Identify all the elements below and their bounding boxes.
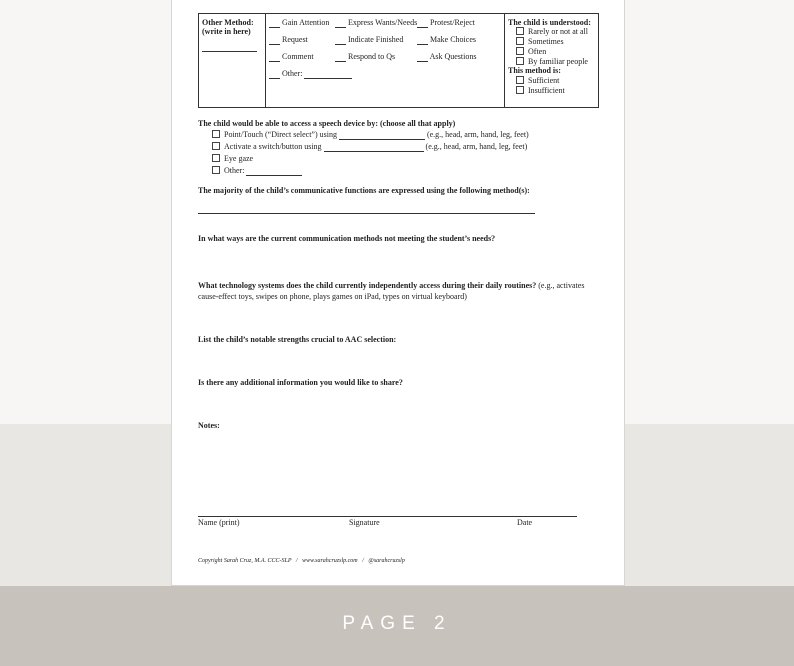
function-request[interactable]: Request <box>269 35 308 45</box>
checkbox-icon <box>212 130 220 138</box>
checkbox-icon <box>516 47 524 55</box>
footer-separator: / <box>362 558 364 564</box>
function-indicate-finished[interactable]: Indicate Finished <box>335 35 403 45</box>
function-protest-reject[interactable]: Protest/Reject <box>417 18 475 28</box>
function-make-choices[interactable]: Make Choices <box>417 35 476 45</box>
additional-info-question: Is there any additional information you would like to share? <box>198 378 403 387</box>
understood-option[interactable]: Sometimes <box>516 37 564 47</box>
majority-question: The majority of the child’s communicative functions are expressed using the following method(s): <box>198 186 530 195</box>
table-divider <box>265 14 266 107</box>
function-gain-attention[interactable]: Gain Attention <box>269 18 329 28</box>
method-option[interactable]: Sufficient <box>516 76 559 86</box>
footer-handle[interactable]: @sarahcruzslp <box>368 558 405 564</box>
write-here-label: (write in here) <box>202 27 251 36</box>
understood-heading: The child is understood: <box>508 18 591 27</box>
technology-question-examples: cause-effect toys, swipes on phone, plays games on iPad, types on virtual keyboard) <box>198 292 467 301</box>
method-heading: This method is: <box>508 66 561 75</box>
function-ask-questions[interactable]: Ask Questions <box>417 52 476 62</box>
method-option[interactable]: Insufficient <box>516 86 565 96</box>
function-comment[interactable]: Comment <box>269 52 314 62</box>
access-option-switch[interactable]: Activate a switch/button using (e.g., head, arm, hand, leg, feet) <box>212 142 527 152</box>
function-respond-qs[interactable]: Respond to Qs <box>335 52 395 62</box>
understood-option[interactable]: By familiar people <box>516 57 588 67</box>
checkbox-icon <box>516 37 524 45</box>
footer <box>198 558 405 564</box>
footer-copyright: Copyright Sarah Cruz, M.A. CCC-SLP <box>198 558 292 564</box>
notes-label: Notes: <box>198 421 220 430</box>
method-table <box>198 13 599 108</box>
understood-option[interactable]: Rarely or not at all <box>516 27 588 37</box>
checkbox-icon <box>516 86 524 94</box>
signature-line[interactable] <box>198 516 577 517</box>
footer-separator: / <box>295 558 298 564</box>
majority-answer-line[interactable] <box>198 213 535 214</box>
understood-option[interactable]: Often <box>516 47 546 57</box>
checkbox-icon <box>212 154 220 162</box>
function-other[interactable]: Other: <box>269 69 352 79</box>
checkbox-icon <box>212 166 220 174</box>
access-option-point[interactable]: Point/Touch (“Direct select”) using (e.g., head, arm, hand, leg, feet) <box>212 130 529 140</box>
technology-question: What technology systems does the child currently independently access during their daily routines? (e.g., activates <box>198 281 585 290</box>
checkbox-icon <box>516 76 524 84</box>
signature-label: Signature <box>349 518 380 527</box>
document-page <box>171 0 625 586</box>
other-method-label: Other Method: <box>202 18 254 27</box>
strengths-question: List the child’s notable strengths crucial to AAC selection: <box>198 335 397 344</box>
access-question: The child would be able to access a speech device by: (choose all that apply) <box>198 119 456 128</box>
page-label: PAGE 2 <box>342 613 452 634</box>
access-option-eye-gaze[interactable]: Eye gaze <box>212 154 253 164</box>
other-method-input[interactable] <box>202 51 257 52</box>
table-divider <box>504 14 505 107</box>
not-meeting-question: In what ways are the current communication methods not meeting the student’s needs? <box>198 234 496 243</box>
function-express-wants[interactable]: Express Wants/Needs <box>335 18 417 28</box>
checkbox-icon <box>516 57 524 65</box>
checkbox-icon <box>516 27 524 35</box>
date-label: Date <box>517 518 533 527</box>
name-print-label: Name (print) <box>198 518 240 527</box>
checkbox-icon <box>212 142 220 150</box>
footer-website[interactable]: www.sarahcruzslp.com <box>302 558 358 564</box>
access-option-other[interactable]: Other: <box>212 166 302 176</box>
